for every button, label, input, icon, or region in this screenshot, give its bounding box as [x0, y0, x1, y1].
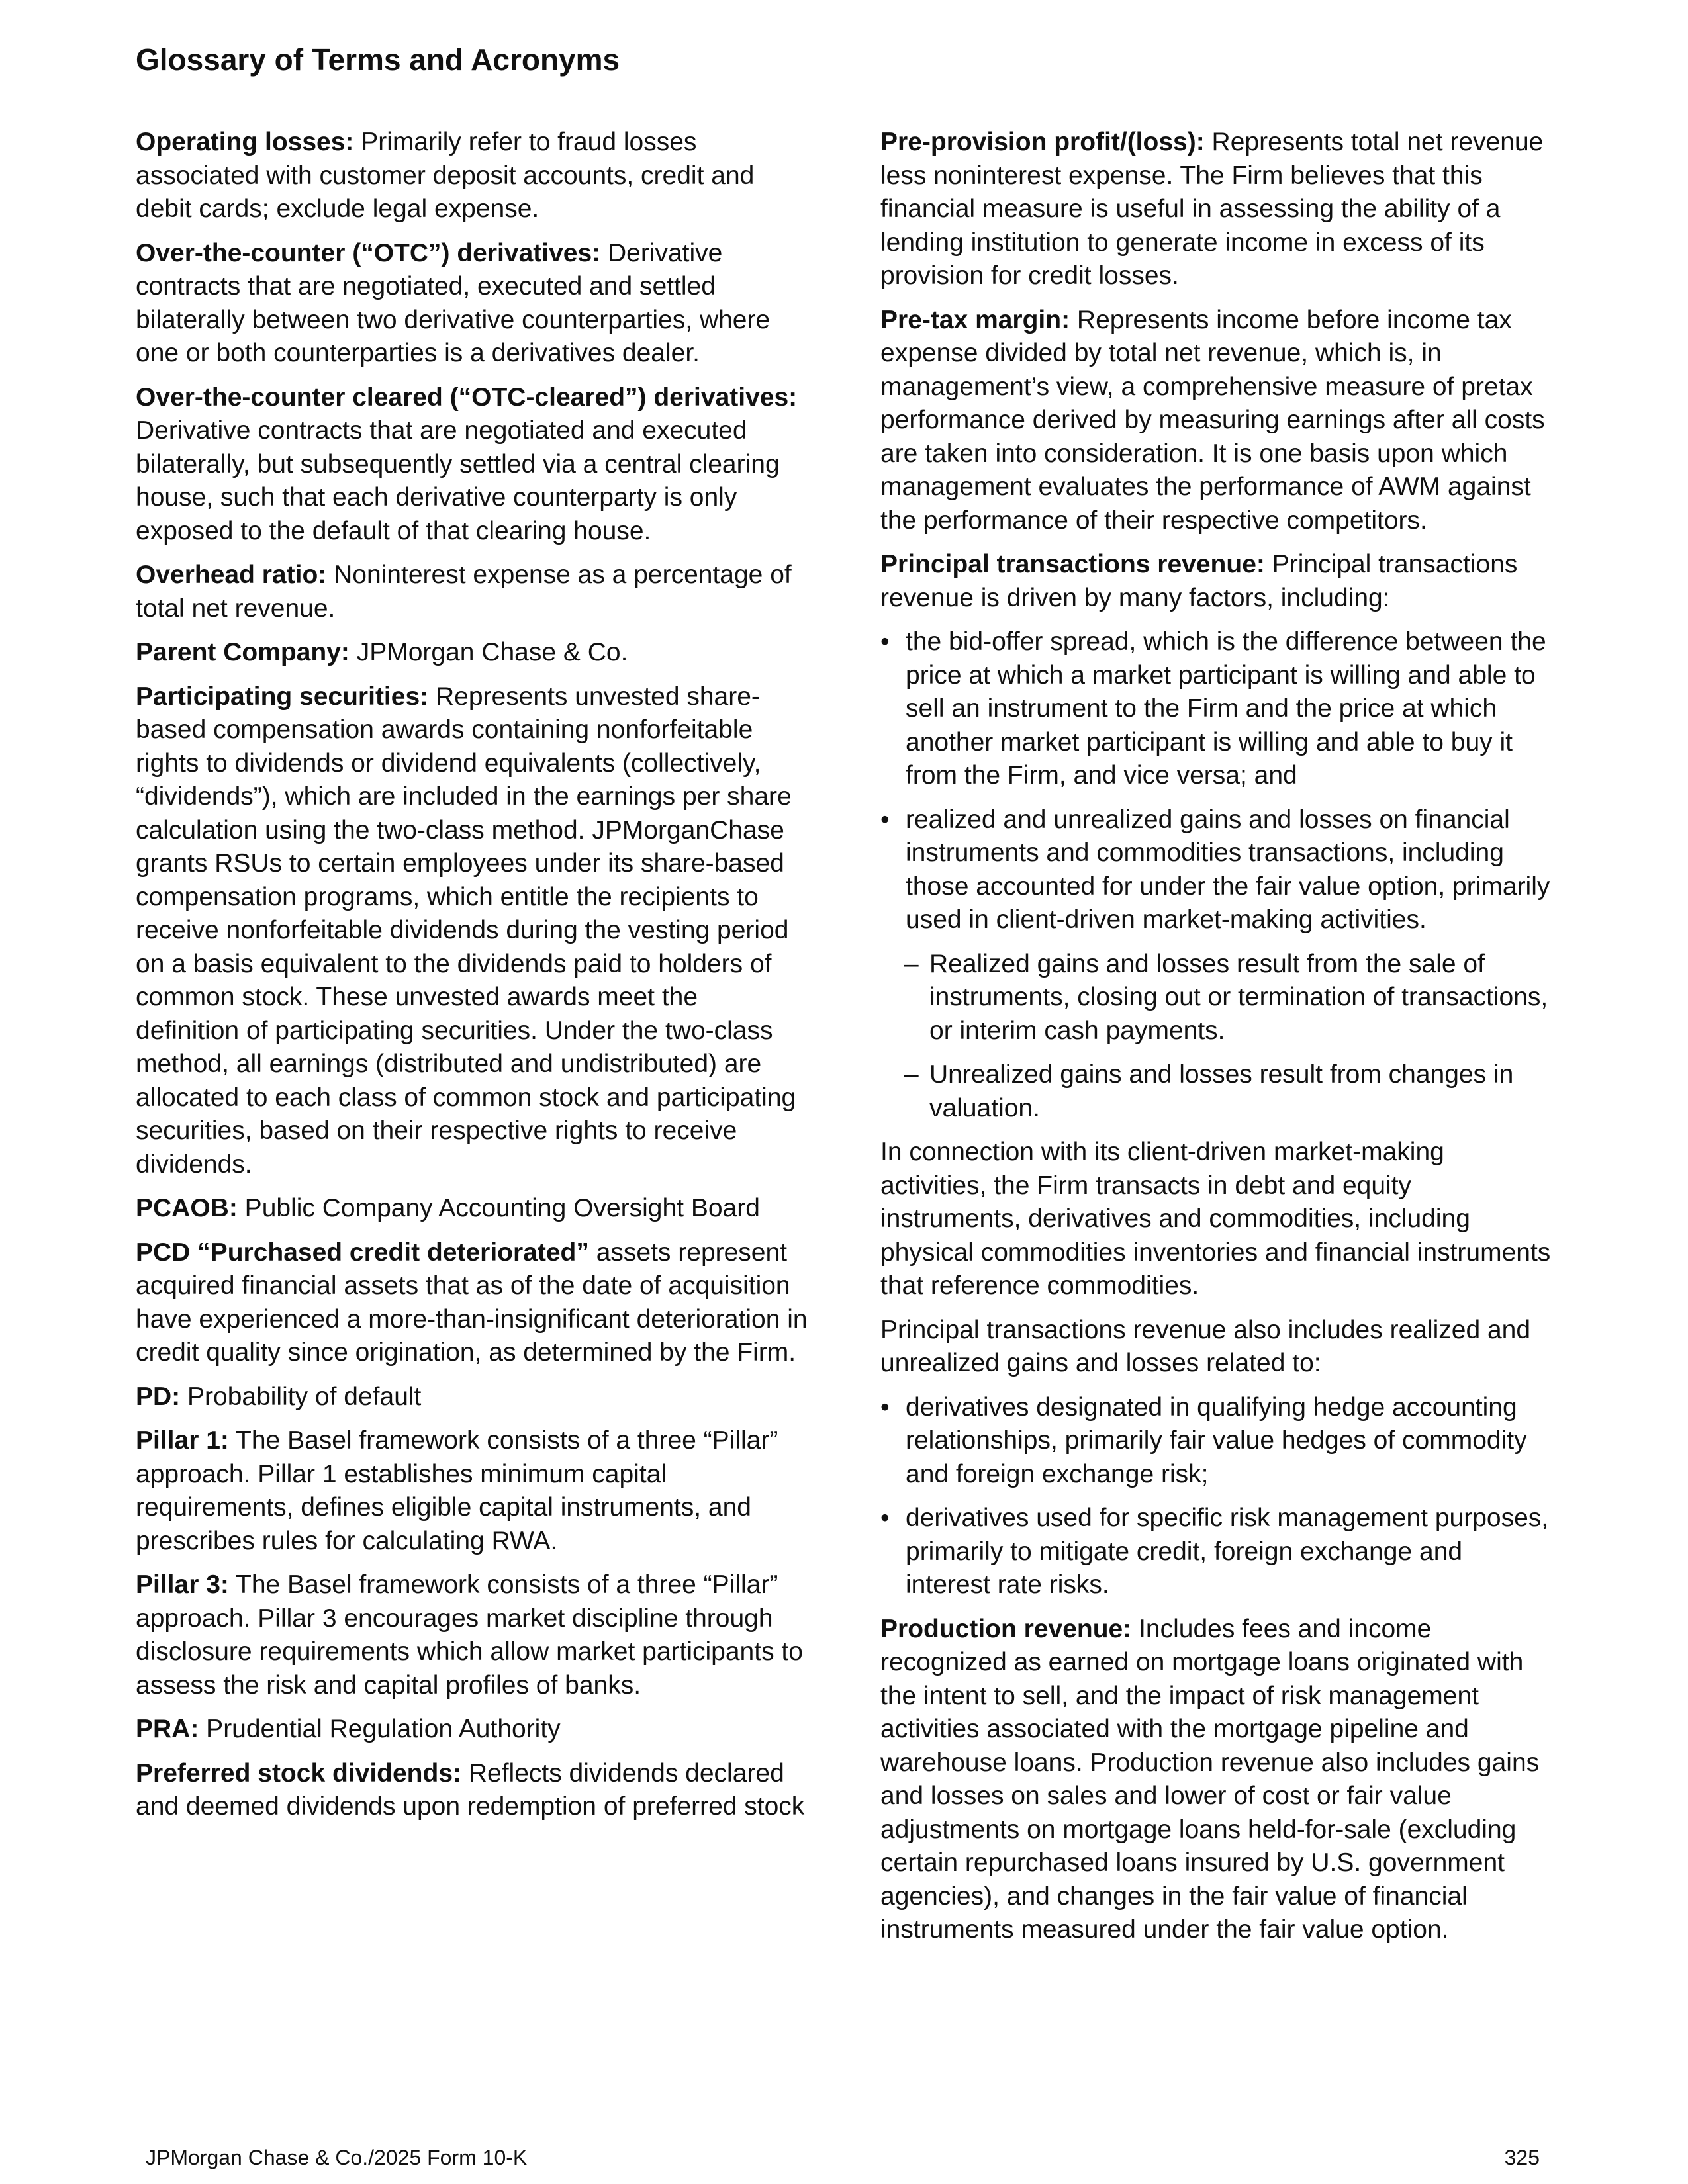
principal-related-list	[880, 1391, 1552, 1602]
glossary-definition: Principal transactions revenue is driven by many factors, including:	[880, 550, 1518, 612]
glossary-term: Pre-tax margin:	[880, 305, 1070, 334]
glossary-definition: Represents unvested share-based compensation awards containing nonforfeitable rights to dividends or dividend equivalents (collectively, “dividends”), which are included in the earnings per share calculation using the two-class method. JPMorganChase grants RSUs to certain employees under its share-based compensation programs, which entitle the recipients to receive nonforfeitable dividends during the vesting period on a basis equivalent to the dividends paid to holders of common stock. These unvested awards meet the definition of participating securities. Under the two-class method, all earnings (distributed and undistributed) are allocated to each class of common stock and participating securities, based on their respective rights to receive dividends.	[136, 682, 796, 1179]
glossary-entry-pre-provision-profit	[880, 126, 1552, 293]
sub-list-item: – Realized gains and losses result from the sale of instruments, closing out or termination of transactions, or interim cash payments.	[904, 948, 1552, 1048]
glossary-definition: JPMorgan Chase & Co.	[349, 638, 628, 666]
glossary-term: PCAOB:	[136, 1194, 238, 1222]
glossary-term: Parent Company:	[136, 638, 350, 666]
principal-factors-list	[880, 625, 1552, 1125]
footer-document-title: JPMorgan Chase & Co./2025 Form 10-K	[146, 2146, 528, 2169]
paragraph: Principal transactions revenue also includes realized and unrealized gains and losses related to:	[880, 1315, 1531, 1377]
glossary-entry-pillar-1	[136, 1424, 808, 1558]
glossary-entry-pillar-3	[136, 1569, 808, 1702]
glossary-term: Pre-provision profit/(loss):	[880, 128, 1205, 156]
glossary-term: Over-the-counter cleared (“OTC-cleared”) derivatives:	[136, 383, 798, 412]
glossary-term: Operating losses:	[136, 128, 354, 156]
list-item-text: realized and unrealized gains and losses on financial instruments and commodities transactions, including those accounted for under the fair value option, primarily used in client-driven market-making activities.	[906, 805, 1550, 934]
glossary-entry-participating-securities	[136, 680, 808, 1182]
glossary-entry-pra	[136, 1713, 808, 1747]
glossary-definition: Reflects dividends declared and deemed dividends upon redemption of preferred stock	[136, 1758, 805, 1821]
glossary-definition: Noninterest expense as a percentage of total net revenue.	[136, 561, 792, 623]
glossary-term: Production revenue:	[880, 1614, 1132, 1643]
glossary-entry-production-revenue	[880, 1613, 1552, 1947]
glossary-definition: assets represent acquired financial assets that as of the date of acquisition have experienced a more-than-insignificant deterioration in credit quality since origination, as determined by the Firm.	[136, 1238, 808, 1367]
glossary-definition: Includes fees and income recognized as earned on mortgage loans originated with the intent to sell, and the impact of risk management activities associated with the mortgage pipeline and warehouse loans. Production revenue also includes gains and losses on sales and lower of cost or fair value adjustments on mortgage loans held-for-sale (excluding certain repurchased loans insured by U.S. government agencies), and changes in the fair value of financial instruments measured under the fair value option.	[880, 1614, 1540, 1944]
gains-losses-sublist	[880, 948, 1552, 1126]
right-column	[880, 126, 1552, 1958]
glossary-definition: Public Company Accounting Oversight Board	[237, 1194, 760, 1222]
glossary-entry-preferred-stock-dividends	[136, 1757, 808, 1824]
glossary-entry-pre-tax-margin	[880, 304, 1552, 538]
glossary-term: PRA:	[136, 1715, 199, 1743]
list-item: • derivatives designated in qualifying hedge accounting relationships, primarily fair value hedges of commodity and foreign exchange risk;	[880, 1391, 1552, 1492]
list-item: • the bid-offer spread, which is the difference between the price at which a market participant is willing and able to sell an instrument to the Firm and the price at which another market participant is willing and able to buy it from the Firm, and vice versa; and	[880, 625, 1552, 793]
glossary-definition: Prudential Regulation Authority	[199, 1715, 561, 1743]
page-number: 325	[1504, 2146, 1540, 2169]
glossary-term: PD:	[136, 1382, 181, 1411]
list-item: • derivatives used for specific risk management purposes, primarily to mitigate credit, foreign exchange and interest rate risks.	[880, 1502, 1552, 1602]
glossary-definition: Probability of default	[180, 1382, 422, 1411]
glossary-entry-operating-losses	[136, 126, 808, 226]
glossary-definition: Derivative contracts that are negotiated, executed and settled bilaterally between two derivative counterparties, where one or both counterparties is a derivatives dealer.	[136, 238, 771, 367]
glossary-definition: The Basel framework consists of a three “Pillar” approach. Pillar 1 establishes minimum capital requirements, defines eligible capital instruments, and prescribes rules for calculating RWA.	[136, 1426, 778, 1555]
glossary-entry-principal-transactions-revenue	[880, 548, 1552, 615]
glossary-entry-parent-company	[136, 636, 808, 670]
glossary-definition: Derivative contracts that are negotiated and executed bilaterally, but subsequently settled via a central clearing house, such that each derivative counterparty is only exposed to the default of that clearing house.	[136, 416, 780, 545]
glossary-definition: Primarily refer to fraud losses associated with customer deposit accounts, credit and debit cards; exclude legal expense.	[136, 128, 755, 223]
sub-list-item: – Unrealized gains and losses result from changes in valuation.	[904, 1058, 1552, 1125]
glossary-term: Over-the-counter (“OTC”) derivatives:	[136, 238, 601, 267]
glossary-term: Principal transactions revenue:	[880, 550, 1265, 578]
glossary-term: Participating securities:	[136, 682, 429, 711]
page-title: Glossary of Terms and Acronyms	[136, 42, 620, 77]
glossary-entry-overhead-ratio	[136, 559, 808, 625]
glossary-entry-pcaob	[136, 1192, 808, 1226]
left-column	[136, 126, 808, 1835]
glossary-definition: The Basel framework consists of a three “Pillar” approach. Pillar 3 encourages market discipline through disclosure requirements which allow market participants to assess the risk and capital profiles of banks.	[136, 1570, 803, 1700]
glossary-term: PCD “Purchased credit deteriorated”	[136, 1238, 589, 1267]
glossary-term: Preferred stock dividends:	[136, 1758, 461, 1788]
paragraph: In connection with its client-driven market-making activities, the Firm transacts in debt and equity instruments, derivatives and commodities, including physical commodities inventories and financial instruments that reference commodities.	[880, 1138, 1551, 1300]
list-item	[880, 803, 1552, 1126]
glossary-entry-otc-cleared-derivatives	[136, 381, 808, 549]
glossary-entry-pcd	[136, 1236, 808, 1370]
glossary-term: Pillar 1:	[136, 1426, 229, 1455]
glossary-entry-pd	[136, 1381, 808, 1414]
glossary-term: Pillar 3:	[136, 1570, 229, 1599]
glossary-definition: Represents total net revenue less noninterest expense. The Firm believes that this financial measure is useful in assessing the ability of a lending institution to generate income in excess of its provision for credit losses.	[880, 128, 1544, 290]
glossary-entry-otc-derivatives	[136, 237, 808, 371]
glossary-term: Overhead ratio:	[136, 561, 327, 589]
glossary-definition: Represents income before income tax expense divided by total net revenue, which is, in management’s view, a comprehensive measure of pretax performance derived by measuring earnings after all costs are taken into consideration. It is one basis upon which management evaluates the performance of AWM against the performance of their respective competitors.	[880, 305, 1545, 535]
